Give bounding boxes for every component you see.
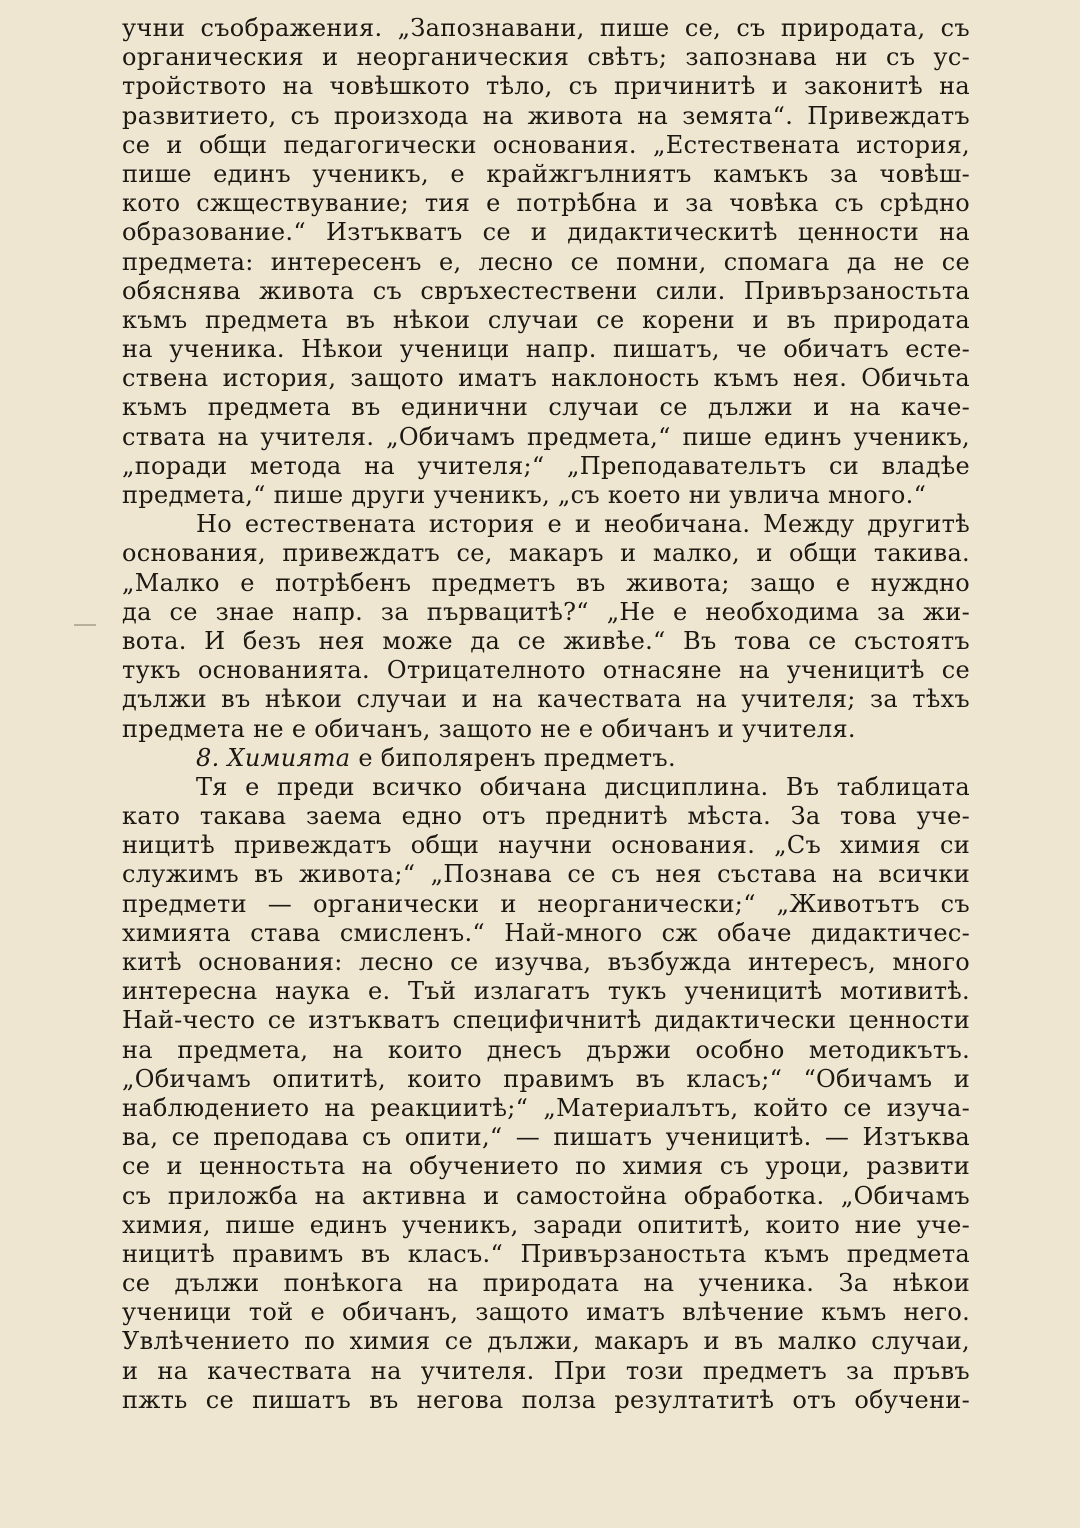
text-line: „Малко е потрѣбенъ предметъ въ живота; защо е нуждно	[122, 568, 970, 597]
text-line: интересна наука е. Тъй излагатъ тукъ ученицитѣ мотивитѣ.	[122, 977, 970, 1006]
text-line: да се знае напр. за първацитѣ?“ „Не е необходима за жи-	[122, 597, 970, 626]
text-line: пжть се пишатъ въ негова полза резултатитѣ отъ обучени-	[122, 1385, 970, 1414]
page-text-column	[122, 14, 970, 1415]
margin-pencil-mark	[74, 624, 96, 626]
text-line: служимъ въ живота;“ „Познава се съ нея състава на всички	[122, 860, 970, 889]
text-line: предмети — органически и неорганически;“ „Животътъ съ	[122, 889, 970, 918]
section-heading-rest: е биполяренъ предметъ.	[350, 743, 676, 772]
text-line: пише единъ ученикъ, е крайжгълниятъ камъкъ за човѣш-	[122, 159, 970, 188]
section-heading-title: 8. Химията	[196, 743, 351, 772]
text-line: ствена история, защото иматъ наклоность къмъ нея. Обичьта	[122, 364, 970, 393]
section-heading-chemistry	[122, 744, 970, 773]
text-line: предмета: интересенъ е, лесно се помни, спомага да не се	[122, 247, 970, 276]
text-line: ва, се преподава съ опити,“ — пишатъ ученицитѣ. — Изтъква	[122, 1123, 970, 1152]
text-line: на предмета, на които днесъ държи особно методикътъ.	[122, 1035, 970, 1064]
text-line: органическия и неорганическия свѣтъ; запознава ни съ ус-	[122, 43, 970, 72]
text-line: „Обичамъ опититѣ, които правимъ въ класъ;“ “Обичамъ и	[122, 1064, 970, 1093]
text-line: тройството на човѣшкото тѣло, съ причинитѣ и законитѣ на	[122, 72, 970, 101]
text-line: наблюдението на реакциитѣ;“ „Материалътъ, който се изуча-	[122, 1093, 970, 1122]
text-line: основания, привеждатъ се, макаръ и малко, и общи такива.	[122, 539, 970, 568]
text-line: китѣ основания: лесно се изучва, възбужда интересъ, много	[122, 948, 970, 976]
text-line: на ученика. Нѣкои ученици напр. пишатъ, че обичатъ есте-	[122, 335, 970, 364]
text-line: ученици той е обичанъ, защото иматъ влѣчение къмъ него.	[122, 1298, 970, 1327]
text-line: химия, пише единъ ученикъ, заради опититѣ, които ние уче-	[122, 1210, 970, 1239]
text-line: вота. И безъ нея може да се живѣе.“ Въ това се състоятъ	[122, 626, 970, 655]
text-line: учни съображения. „Запознавани, пише се, съ природата, съ	[122, 14, 970, 42]
text-line: развитието, съ произхода на живота на земята“. Привеждатъ	[122, 101, 970, 130]
text-line: къмъ предмета въ нѣкои случаи се корени и въ природата	[122, 305, 970, 334]
text-line: къмъ предмета въ единични случаи се дължи и на каче-	[122, 393, 970, 422]
text-line: образование.“ Изтъкватъ се и дидактическитѣ ценности на	[122, 218, 970, 247]
text-line: Но естествената история е и необичана. Между другитѣ	[196, 510, 970, 539]
text-line: се дължи понѣкога на природата на ученика. За нѣкои	[122, 1269, 970, 1298]
text-line: Най-често се изтъкватъ специфичнитѣ дидактически ценности	[122, 1006, 970, 1035]
text-line: съ приложба на активна и самостойна обработка. „Обичамъ	[122, 1181, 970, 1210]
text-line: и на качествата на учителя. При този предметъ за пръвъ	[122, 1356, 970, 1385]
paragraph-natural-history-continued	[122, 14, 970, 510]
text-line: се и ценностьта на обучението по химия съ уроци, развити	[122, 1152, 970, 1181]
text-line: ницитѣ правимъ въ класъ.“ Привързаностьта къмъ предмета	[122, 1239, 970, 1268]
text-line: предмета не е обичанъ, защото не е обичанъ и учителя.	[122, 714, 856, 743]
text-line: ницитѣ привеждатъ общи научни основания. „Съ химия си	[122, 831, 970, 860]
text-line: кото сжществувание; тия е потрѣбна и за човѣка съ срѣдно	[122, 189, 970, 218]
text-line: обяснява живота съ свръхестествени сили. Привързаностьта	[122, 276, 970, 305]
text-line: се и общи педагогически основания. „Естествената история,	[122, 130, 970, 159]
text-line: „поради метода на учителя;“ „Преподавательтъ си владѣе	[122, 451, 970, 480]
text-line: химията става смисленъ.“ Най-много сж обаче дидактичес-	[122, 918, 970, 947]
text-line: Увлѣчението по химия се дължи, макаръ и въ малко случаи,	[122, 1327, 970, 1356]
text-line: предмета,“ пише други ученикъ, „съ което ни увлича много.“	[122, 481, 927, 509]
paragraph-chemistry	[122, 773, 970, 1415]
text-line: ствата на учителя. „Обичамъ предмета,“ пише единъ ученикъ,	[122, 422, 970, 451]
text-line: Тя е преди всичко обичана дисциплина. Въ таблицата	[196, 772, 970, 801]
text-line: като такава заема едно отъ преднитѣ мѣста. За това уче-	[122, 802, 970, 831]
text-line: дължи въ нѣкои случаи и на качествата на учителя; за тѣхъ	[122, 685, 970, 714]
text-line: тукъ основанията. Отрицателното отнасяне на ученицитѣ се	[122, 656, 970, 685]
paragraph-natural-history-disliked	[122, 510, 970, 744]
